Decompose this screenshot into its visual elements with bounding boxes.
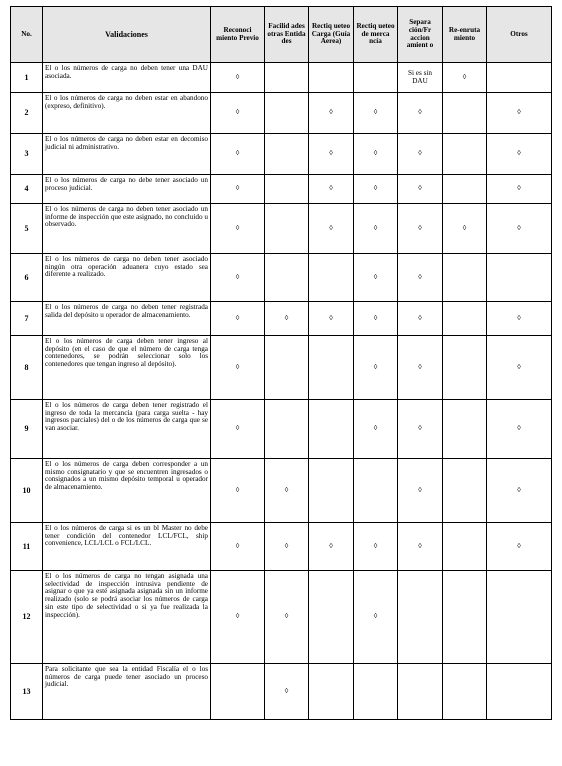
- validations-table: [10, 6, 552, 720]
- diamond-mark: ◊: [487, 204, 552, 254]
- diamond-mark: ◊: [211, 459, 265, 523]
- validation-text: El o los números de carga no debe tener asociado un proceso judicial.: [43, 175, 211, 204]
- row-number: 12: [11, 571, 43, 664]
- diamond-mark: ◊: [309, 204, 354, 254]
- header-rectiqueteo-carga: Rectiq ueteo Carga (Guía Aerea): [309, 7, 354, 63]
- empty-cell: [443, 400, 487, 459]
- row-number: 10: [11, 459, 43, 523]
- diamond-mark: ◊: [443, 63, 487, 93]
- empty-cell: [443, 254, 487, 302]
- diamond-mark: ◊: [354, 523, 398, 571]
- diamond-mark: ◊: [265, 664, 309, 720]
- table-row: [11, 459, 552, 523]
- table-row: [11, 63, 552, 93]
- diamond-mark: ◊: [398, 134, 443, 175]
- diamond-mark: ◊: [354, 204, 398, 254]
- diamond-mark: ◊: [354, 400, 398, 459]
- empty-cell: [265, 134, 309, 175]
- diamond-mark: ◊: [398, 459, 443, 523]
- header-rectiqueteo-mercancia: Rectiq ueteo de merca ncía: [354, 7, 398, 63]
- diamond-mark: ◊: [265, 571, 309, 664]
- table-row: [11, 336, 552, 400]
- empty-cell: [309, 63, 354, 93]
- empty-cell: [265, 93, 309, 134]
- row-number: 11: [11, 523, 43, 571]
- row-number: 5: [11, 204, 43, 254]
- diamond-mark: ◊: [398, 400, 443, 459]
- empty-cell: [443, 302, 487, 336]
- diamond-mark: ◊: [354, 175, 398, 204]
- row-number: 1: [11, 63, 43, 93]
- diamond-mark: ◊: [487, 302, 552, 336]
- diamond-mark: ◊: [398, 93, 443, 134]
- diamond-mark: ◊: [487, 459, 552, 523]
- empty-cell: [354, 459, 398, 523]
- diamond-mark: ◊: [309, 93, 354, 134]
- diamond-mark: ◊: [309, 175, 354, 204]
- validation-text: El o los números de carga no deben tener asociado ningún otra operación aduanera cuyo estado sea diferente a realizado.: [43, 254, 211, 302]
- diamond-mark: ◊: [398, 523, 443, 571]
- empty-cell: [487, 571, 552, 664]
- validation-text: El o los números de carga no deben tener una DAU asociada.: [43, 63, 211, 93]
- table-row: [11, 175, 552, 204]
- validation-text: El o los números de carga no deben tener registrada salida del depósito u operador de almacenamiento.: [43, 302, 211, 336]
- diamond-mark: ◊: [398, 204, 443, 254]
- empty-cell: [487, 664, 552, 720]
- diamond-mark: ◊: [211, 134, 265, 175]
- empty-cell: [443, 523, 487, 571]
- empty-cell: [443, 571, 487, 664]
- table-body: [11, 63, 552, 720]
- empty-cell: [309, 459, 354, 523]
- empty-cell: [443, 664, 487, 720]
- empty-cell: [265, 204, 309, 254]
- empty-cell: [443, 336, 487, 400]
- header-facilidades-otras-entidades: Facilid ades otras Entida des: [265, 7, 309, 63]
- diamond-mark: ◊: [487, 336, 552, 400]
- empty-cell: [354, 664, 398, 720]
- header-re-enrutamiento: Re-enruta miento: [443, 7, 487, 63]
- diamond-mark: ◊: [398, 175, 443, 204]
- diamond-mark: ◊: [487, 523, 552, 571]
- table-row: [11, 254, 552, 302]
- header-no: No.: [11, 7, 43, 63]
- empty-cell: [265, 336, 309, 400]
- diamond-mark: ◊: [265, 302, 309, 336]
- diamond-mark: ◊: [354, 302, 398, 336]
- diamond-mark: ◊: [265, 523, 309, 571]
- empty-cell: [265, 175, 309, 204]
- row-number: 13: [11, 664, 43, 720]
- diamond-mark: ◊: [211, 63, 265, 93]
- validation-text: El o los números de carga si es un bl Master no debe tener condición del contenedor LCL/FCL, ship convenience, LCL/LCL o FCL/LCL.: [43, 523, 211, 571]
- validation-text: El o los números de carga no deben tener asociado un informe de inspección que este asignado, no concluido u observado.: [43, 204, 211, 254]
- diamond-mark: ◊: [487, 175, 552, 204]
- row-number: 8: [11, 336, 43, 400]
- diamond-mark: ◊: [309, 523, 354, 571]
- validation-text: El o los números de carga no deben estar en abandono (expreso, definitivo).: [43, 93, 211, 134]
- empty-cell: [443, 459, 487, 523]
- table-row: [11, 571, 552, 664]
- empty-cell: [309, 664, 354, 720]
- diamond-mark: ◊: [398, 254, 443, 302]
- row-number: 9: [11, 400, 43, 459]
- diamond-mark: ◊: [211, 204, 265, 254]
- diamond-mark: ◊: [309, 134, 354, 175]
- row-number: 3: [11, 134, 43, 175]
- empty-cell: [398, 664, 443, 720]
- empty-cell: [309, 571, 354, 664]
- diamond-mark: ◊: [354, 134, 398, 175]
- validation-text: El o los números de carga no tengan asignada una selectividad de inspección intrusiva pendiente de asignar o que ya esté asignada asignada sin un informe realizado (solo se podrá asociar los números de carga sin este tipo de selectividad o si ya fue realizada la inspección).: [43, 571, 211, 664]
- validation-text: El o los números de carga deben tener ingreso al depósito (en el caso de que el número de carga tenga contenedores, se podrán seleccionar solo los contenedores que tengan ingreso al depósito).: [43, 336, 211, 400]
- header-validaciones: Validaciones: [43, 7, 211, 63]
- diamond-mark: ◊: [487, 400, 552, 459]
- diamond-mark: ◊: [211, 336, 265, 400]
- empty-cell: [309, 254, 354, 302]
- diamond-mark: ◊: [354, 254, 398, 302]
- diamond-mark: ◊: [211, 175, 265, 204]
- empty-cell: [443, 93, 487, 134]
- empty-cell: [309, 400, 354, 459]
- diamond-mark: ◊: [443, 204, 487, 254]
- validation-text: El o los números de carga deben tener registrado el ingreso de toda la mercancía (para carga suelta - hay ingresos parciales) del o de los números de carga que se van asociar.: [43, 400, 211, 459]
- validation-text: El o los números de carga deben corresponder a un mismo consignatario y que se encuentren ingresados o consignados a un mismo depósito temporal u operador de almacenamiento.: [43, 459, 211, 523]
- diamond-mark: ◊: [398, 302, 443, 336]
- validations-document: [10, 6, 552, 720]
- row-number: 4: [11, 175, 43, 204]
- diamond-mark: ◊: [211, 254, 265, 302]
- empty-cell: [487, 254, 552, 302]
- mark-note: Si es sin DAU: [398, 63, 443, 93]
- empty-cell: [211, 664, 265, 720]
- diamond-mark: ◊: [211, 302, 265, 336]
- row-number: 2: [11, 93, 43, 134]
- empty-cell: [487, 63, 552, 93]
- header-otros: Otros: [487, 7, 552, 63]
- table-row: [11, 134, 552, 175]
- validation-text: El o los números de carga no deben estar en decomiso judicial ni administrativo.: [43, 134, 211, 175]
- diamond-mark: ◊: [487, 134, 552, 175]
- diamond-mark: ◊: [309, 302, 354, 336]
- empty-cell: [443, 175, 487, 204]
- diamond-mark: ◊: [398, 336, 443, 400]
- diamond-mark: ◊: [354, 571, 398, 664]
- empty-cell: [443, 134, 487, 175]
- table-row: [11, 523, 552, 571]
- empty-cell: [265, 400, 309, 459]
- diamond-mark: ◊: [354, 336, 398, 400]
- row-number: 6: [11, 254, 43, 302]
- diamond-mark: ◊: [211, 400, 265, 459]
- empty-cell: [265, 63, 309, 93]
- diamond-mark: ◊: [354, 93, 398, 134]
- diamond-mark: ◊: [211, 571, 265, 664]
- header-reconocimiento-previo: Reconoci miento Previo: [211, 7, 265, 63]
- diamond-mark: ◊: [487, 93, 552, 134]
- empty-cell: [309, 336, 354, 400]
- empty-cell: [398, 571, 443, 664]
- table-row: [11, 664, 552, 720]
- empty-cell: [265, 254, 309, 302]
- diamond-mark: ◊: [211, 93, 265, 134]
- diamond-mark: ◊: [265, 459, 309, 523]
- empty-cell: [354, 63, 398, 93]
- header-separacion-fraccionamiento: Separa ción/Fr accion amient o: [398, 7, 443, 63]
- row-number: 7: [11, 302, 43, 336]
- table-row: [11, 93, 552, 134]
- table-row: [11, 204, 552, 254]
- header-row: [11, 7, 552, 63]
- table-row: [11, 302, 552, 336]
- table-row: [11, 400, 552, 459]
- diamond-mark: ◊: [211, 523, 265, 571]
- validation-text: Para solicitante que sea la entidad Fiscalía el o los números de carga puede tener asociado un proceso judicial.: [43, 664, 211, 720]
